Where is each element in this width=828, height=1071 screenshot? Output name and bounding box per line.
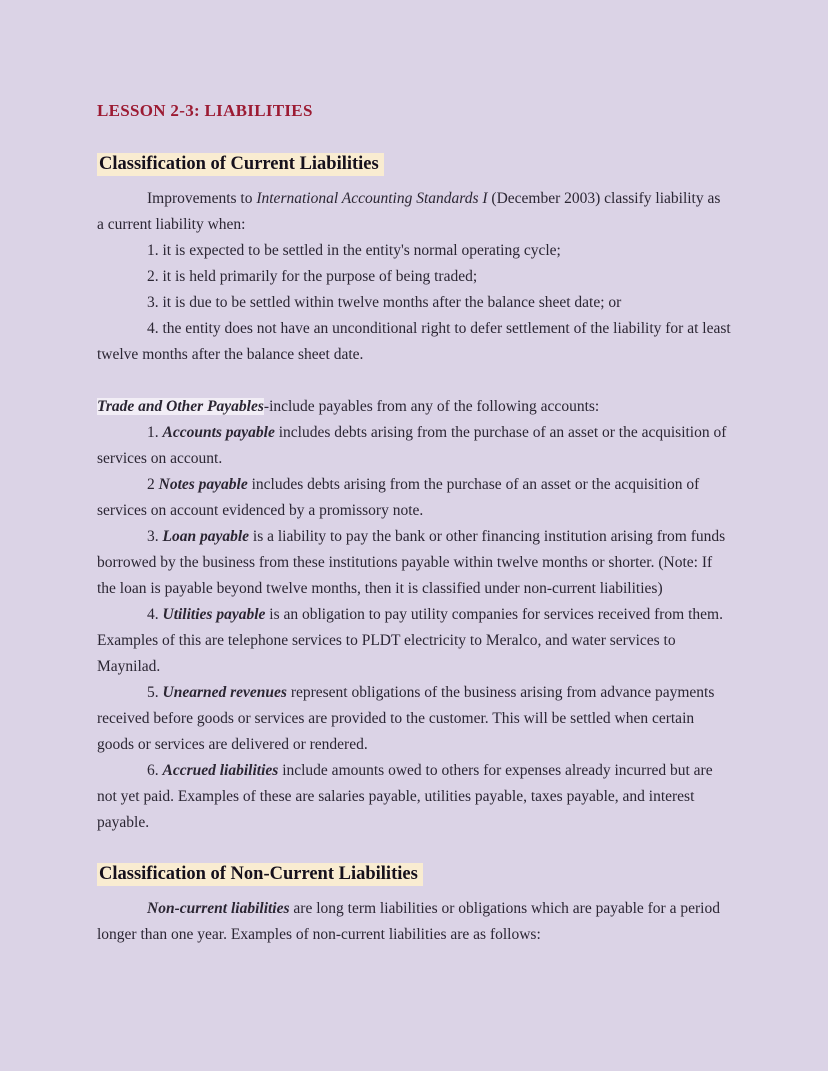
highlighted-term: Trade and Other Payables: [97, 398, 264, 415]
text-run: International Accounting Standards I: [256, 190, 488, 207]
text-run: are long term liabilities or obligations which are payable for a period longer than one year. Examples of non-current liabilities are as follows:: [97, 900, 720, 943]
text-run: represent obligations of the business arising from advance payments received before goods or services are provided to the customer. This will be settled when certain goods or services are delivered or rendered.: [97, 684, 715, 753]
paragraph: [97, 420, 731, 472]
text-run: Loan payable: [162, 528, 250, 545]
document-body: [97, 152, 731, 948]
text-run: Utilities payable: [162, 606, 266, 623]
text-run: Accounts payable: [162, 424, 275, 441]
section-gap: [97, 836, 731, 862]
paragraph: [97, 394, 731, 420]
text-run: 3. it is due to be settled within twelve months after the balance sheet date; or: [147, 294, 622, 311]
text-run: Accrued liabilities: [162, 762, 279, 779]
paragraph: [97, 472, 731, 524]
text-run: is an obligation to pay utility companies for services received from them. Examples of this are telephone services to PLDT electricity to Meralco, and water services to Maynilad.: [97, 606, 723, 675]
text-run: (December 2003) classify liability as a current liability when:: [97, 190, 721, 233]
text-run: 2: [147, 476, 159, 493]
text-run: 5.: [147, 684, 163, 701]
text-run: is a liability to pay the bank or other financing institution arising from funds borrowed by the business from these institutions payable within twelve months or shorter. (Note: If the loan is payable beyond twelve months, then it is classified under non-current liabilities): [97, 528, 726, 597]
section-heading-text: Classification of Non-Current Liabilities: [97, 863, 423, 886]
text-run: 4.: [147, 606, 163, 623]
section-gap: [97, 368, 731, 394]
text-run: include amounts owed to others for expenses already incurred but are not yet paid. Examples of these are salaries payable, utilities payable, taxes payable, and interest payable.: [97, 762, 713, 831]
paragraph: [97, 186, 731, 238]
paragraph: [97, 316, 731, 368]
text-run: 1. it is expected to be settled in the entity's normal operating cycle;: [147, 242, 561, 259]
text-run: Notes payable: [158, 476, 248, 493]
section-heading: [97, 862, 731, 887]
text-run: 3.: [147, 528, 163, 545]
text-run: 6.: [147, 762, 163, 779]
text-run: Non-current liabilities: [147, 900, 290, 917]
paragraph: [97, 758, 731, 836]
text-run: Improvements to: [147, 190, 257, 207]
paragraph: [97, 896, 731, 948]
text-run: Unearned revenues: [162, 684, 287, 701]
paragraph: [97, 680, 731, 758]
section-heading-text: Classification of Current Liabilities: [97, 153, 384, 176]
paragraph: [97, 264, 731, 290]
paragraph: [97, 602, 731, 680]
text-run: 1.: [147, 424, 163, 441]
lesson-title: LESSON 2-3: LIABILITIES: [97, 101, 313, 120]
paragraph: [97, 238, 731, 264]
text-run: includes debts arising from the purchase of an asset or the acquisition of services on account evidenced by a promissory note.: [97, 476, 700, 519]
paragraph: [97, 524, 731, 602]
text-run: includes debts arising from the purchase of an asset or the acquisition of services on account.: [97, 424, 727, 467]
section-heading: [97, 152, 731, 177]
text-run: 4. the entity does not have an unconditional right to defer settlement of the liability for at least twelve months after the balance sheet date.: [97, 320, 731, 363]
text-run: 2. it is held primarily for the purpose of being traded;: [147, 268, 478, 285]
paragraph: [97, 290, 731, 316]
text-run: -include payables from any of the following accounts:: [263, 398, 600, 415]
